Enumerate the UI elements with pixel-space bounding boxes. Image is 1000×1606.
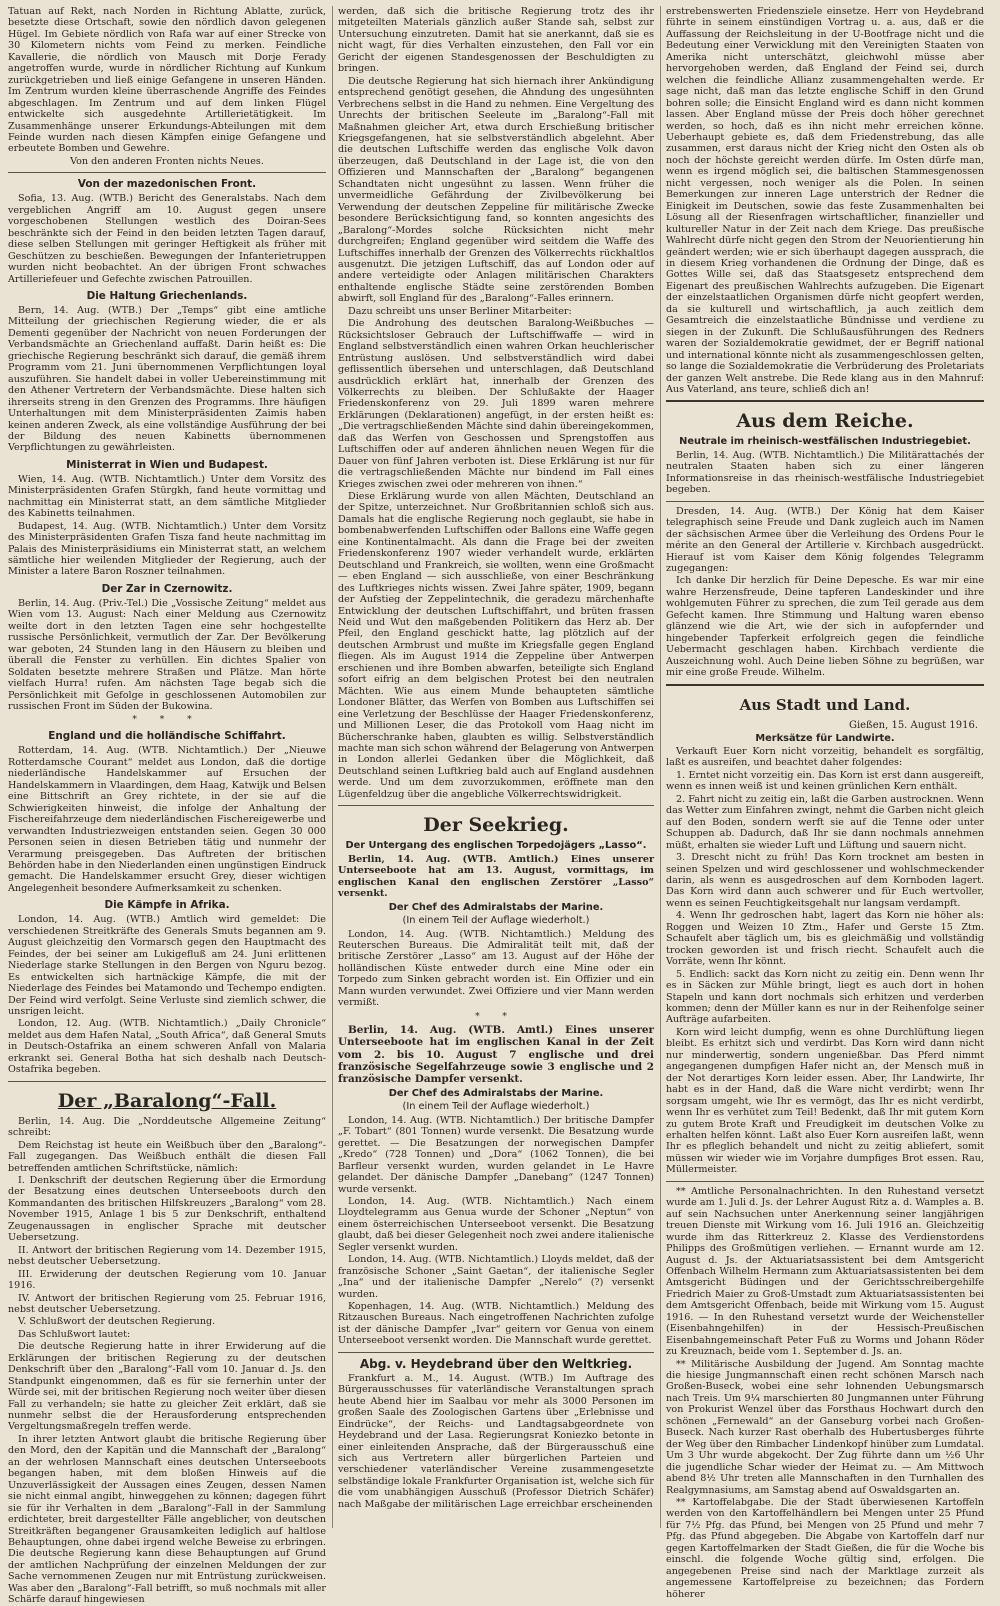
- headline-england-holland: England und die holländische Schiffahrt.: [48, 730, 286, 743]
- article-body: Wien, 14. Aug. (WTB. Nichtamtlich.) Unter dem Vorsitz des Ministerpräsidenten Grafen Stürgkh, fand heute vormittag und nachmittag ein Ministerrat statt, an dem sämtliche Mitglieder des Kabinetts teilnahmen.: [8, 473, 326, 520]
- headline-aus-dem-reiche: Aus dem Reiche.: [736, 410, 914, 433]
- signature-admiralstab: Der Chef des Admiralstabs der Marine.: [388, 1087, 604, 1099]
- article-body: Dem Reichstag ist heute ein Weißbuch über den „Baralong“-Fall zugegangen. Das Weißbuch enthält die diesen Fall betreffenden amtlichen Schriftstücke, nämlich:: [8, 1139, 326, 1174]
- article-body: Diese Erklärung wurde von allen Mächten, Deutschland an der Spitze, unterzeichnet. Nur Großbritannien schloß sich aus. Damals hat die englische Regierung noch geglaubt, sie habe in bombenabwerfenden Luftschiffen oder Ballons eine Waffe gegen eine Kontinentalmacht. Als dann die Frage bei der zweiten Friedenskonferenz 1907 wieder verhandelt wurde, erklärten Deutschland und Frankreich, sie wollten, wenn eine Großmacht — eben England — sich ausschließe, von einer Beschränkung des Luftkrieges nichts wissen. Zwei Jahre später, 1909, begann der Aufstieg der Zeppelintechnik, die geradezu märchenhafte Entwicklung der deutschen Luftschiffahrt, und brüten frassen Neid und Wut den maßgebenden Politikern das Herz ab. Der Pfeil, den England geschickt hatte, lag plötzlich auf der deutschen Armbrust und mußte im Kriegsfalle gegen England fliegen. Als im August 1914 die Zeppeline über Antwerpen erschienen und ihre Bomben abwarfen, beteiligte sich England sofort eifrig an dem belgischen Protest bei den neutralen Mächten. Wie aus einem Munde behaupteten sämtliche Londoner Blätter, das Werfen von Bomben aus Luftschiffen sei eine Verletzung der Beschlüsse der Haager Friedenskonferenz, und Millionen Leser, die das Protokoll vom Haag nicht im Bücherschranke haben, glaubten es willig. Selbstverständlich machte man sich schon während der Belagerung von Antwerpen in London allerlei Gedanken über die Möglichkeit, daß Deutschland seinen Luftkrieg bald auch auf England ausdehnen werde. Und um dem zuvorzukommen, eröffnete man den Lügenfeldzug über die angebliche Völkerrechtswidrigkeit.: [338, 491, 654, 800]
- headline-greece: Die Haltung Griechenlands.: [86, 289, 248, 302]
- divider: [666, 1181, 984, 1182]
- article-body: I. Denkschrift der deutschen Regierung über die Ermordung der Besatzung eines deutschen Unterseeboots durch den Kommandanten des britischen Hilfskreuzers „Baralong“ vom 28. November 1915, Anlage 1 bis 5 zur Denkschrift, enthaltend Zeugenaussagen in englischer Sprache mit deutscher Uebersetzung.: [8, 1174, 326, 1244]
- divider: [666, 501, 984, 502]
- article-body: Korn wird leicht dumpfig, wenn es ohne Durchlüftung liegen bleibt. Es erhitzt sich und verdirbt. Das Korn wird dann nicht nur minderwertig, sondern ungenießbar. Das Pferd nimmt angegangenen dumpfigen Hafer nicht an, der Mensch muß in der Not derartiges Korn leider essen. Aber, Ihr Landwirte, Ihr habt es in der Hand, daß die Ware nicht verdirbt; wenn Ihr sorgsam umgeht, wie Ihr es vermögt, das Ihr es nicht verdirbt, wenn Ihr es verhütet zum Teil! Bedenkt, daß Ihr mit gutem Korn zu gutem Brote Kraft und Freudigkeit im deutschen Volke zu erhalten helfen könnt. Laßt also Euer Korn ausreifen laßt, wenn Ihr es pfleglich behandelt und nicht zu zeitig abliefert, somit müssen wir wieder wie im Vorjahre dumpfiges Brot essen. Rau, Müllermeister.: [666, 1026, 984, 1176]
- article-body: Das Schlußwort lautet:: [18, 1328, 131, 1340]
- article-body: Ich danke Dir herzlich für Deine Depesche. Es war mir eine wahre Herzensfreude, Deine tapferen Landeskinder und ihre wohlgemuten Führer zu sprechen, die zum Teil gerade aus dem Gefecht kamen. Ihre Stimmung und Haltung waren ebenso glänzend wie die Art, wie der sich in aufopfernder und hingebender Tapferkeit erfolgreich gegen die feindliche Uebermacht geschlagen haben. Kirchbach verdiente die Auszeichnung wohl. Auch Deine lieben Söhne zu begrüßen, war mir eine große Freude. Wilhelm.: [666, 575, 984, 679]
- headline-baralong: Der „Baralong“-Fall.: [57, 1089, 277, 1112]
- article-body: Berlin, 14. Aug. Die „Norddeutsche Allgemeine Zeitung“ schreibt:: [8, 1115, 326, 1139]
- article-body: London, 14. Aug. (WTB. Nichtamtlich.) Meldung des Reuterschen Bureaus. Die Admiralität teilt mit, daß der britische Zerstörer „Lasso“ am 13. August auf der Höhe der holländischen Küste entweder durch eine Mine oder ein Torpedo zum Sinken gebracht worden ist. Ein Offizier und ein Mann wurden verwundet. Zwei Offiziere und vier Mann werden vermißt.: [338, 928, 654, 1009]
- headline-stadt-und-land: Aus Stadt und Land.: [739, 695, 911, 714]
- subheadline-rheinland: Neutrale im rheinisch-westfälischen Industriegebiet.: [679, 436, 971, 448]
- local-news: ** Amtliche Personalnachrichten. In den Ruhestand versetzt wurde am 1. Juli d. Js. der Lehrer August Ritz a. d. Wamples a. B. auf sein Nachsuchen unter Anerkennung seiner langjährigen treuen Dienste mit Wirkung vom 16. Juli 1916 an. Gleichzeitig wurde ihm das Ritterkreuz 2. Klasse des Verdienstordens Philipps des Großmütigen verliehen. — Ernannt wurde am 12. August d. Js. der Aktuariatsassistent bei dem Amtsgericht Offenbach Wilhelm Hermann zum Aktuariatsassistenten bei dem Amtsgericht Büdingen und der Gerichtsschreibergehilfe Friedrich Maier zu Groß-Umstadt zum Aktuariatsassistenten bei dem Amtsgericht Offenbach, beide mit Wirkung vom 15. August 1916. — In den Ruhestand versetzt wurde der Weichensteller (Eisenbahngehilfen) in der Hessisch-Preußischen Eisenbahngemeinschaft Peter Fuß zu Worms und Johann Röder zu Kreuznach, beide vom 1. September d. Js. an.: [666, 1185, 985, 1358]
- column-left: [8, 6, 326, 1606]
- divider: [8, 1081, 326, 1082]
- column-right: [666, 6, 985, 1600]
- article-body: 1. Erntet nicht vorzeitig ein. Das Korn ist erst dann ausgereift, wenn es innen weiß ist und keinen grünlichen Kern enthält.: [666, 769, 984, 793]
- article-body: London, 14. Aug. (WTB. Nichtamtlich.) Der britische Dampfer „F. Tobart“ (801 Tonnen) wurde versenkt. Die Besatzung wurde gerettet. — Die Besatzungen der norwegischen Dampfer „Kredo“ (728 Tonnen) und „Dora“ (1062 Tonnen), die bei Barfleur versenkt wurden, wurden gelandet in Le Havre gelandet. Der dänische Dampfer „Danebang“ (1247 Tonnen) wurde versenkt.: [338, 1114, 654, 1195]
- article-body: In ihrer letzten Antwort glaubt die britische Regierung über den Mord, den der Kapitän und die Mannschaft der „Baralong“ an der wehrlosen Mannschaft eines deutschen Unterseeboots begangen haben, mit dem bloßen Hinweis auf die Unzuverlässigkeit der Aussagen eines Zeugen, dessen Namen sie nicht einmal angibt, hinweggehen zu können; dagegen führt sie für ihr Verhalten in dem „Baralong“-Fall in der Sammlung erdichteter, breit dargestellter Fälle angeblicher, von deutschen Streitkräften begangener Grausamkeiten lediglich auf haltlose Behauptungen, ohne dabei irgend welche Beweise zu erbringen. Die deutsche Regierung kann diese Behauptungen auf Grund der amtlichen Nachprüfung der einzelnen Meldungen der zur Sache vernommenen Zeugen nur mit Entrüstung zurückweisen. Was aber den „Baralong“-Fall betrifft, so muß nochmals mit aller Schärfe darauf hingewiesen: [8, 1433, 326, 1606]
- divider: [338, 805, 654, 806]
- article-body: III. Erwiderung der deutschen Regierung vom 10. Januar 1916.: [8, 1268, 326, 1292]
- article-continuation: Tatuan auf Rekt, nach Norden in Richtung Ablatte, zurück, besetzte diese Ortschaft, sowie den nördlich davon gelegenen Hügel. Im Gebiete nördlich von Rafa war auf einer Strecke von 30 Kilometern nichts vom Feind zu merken. Feindliche Kavallerie, die nördlich von Mausch mit Dorje Ferady angetroffen wurde, wurde in nördlicher Richtung auf Kunkum zurückgetrieben und ließ einige Gefangene in unseren Händen. Im Zentrum wurden kleine überraschende Angriffe des Feindes abgeschlagen. Im Zentrum und auf dem linken Flügel entwickelte sich ausgedehnte Artillerietätigkeit. Im Zusammenhänge unserer Erkundungs-Abteilungen mit dem Feinde wurden nach diesen Kämpfen einige Gefangene und erbeutete Bomben und Gewehre.: [8, 6, 326, 155]
- divider: [666, 400, 984, 402]
- local-news: ** Militärische Ausbildung der Jugend. Am Sonntag machte die hiesige Jungmannschaft einen recht schönen Marsch nach Großen-Buseck, wobei eine sehr lohnenden Uebungsmarsch nach Treis. Um 9¼ marschierten 80 Jungmannen unter Führung von Prokurist Wenzel über das Forsthaus Hochwart durch den schönen „Fernewald“ an der Ganseburg vorbei nach Großen-Buseck. Nach kurzer Rast oberhalb des Hubertusberges führte der Weg über den Rimbacher Lindenkopf hinüber zum Lumdatal. Um 3 Uhr wurde abgekocht. Der Zug führte dann um ½6 Uhr die jugendliche Schar wieder der Heimat zu. — Am Mittwoch abend 8½ Uhr treten alle Mannschaften in den Turnhallen des Realgymnasiums, am Samstag abend auf Oswaldsgarten an.: [666, 1358, 984, 1496]
- article-continuation: erstrebenswerten Friedensziele einsetze. Herr von Heydebrand führte in seinem einstündigen Vortrag u. a. aus, daß er die Auffassung der Reichsleitung in der U-Bootfrage nicht und die Bedeutung einer Verwicklung mit den Vereinigten Staaten von Amerika nicht unterschätzt, gleichwohl müsse aber hervorgehoben werden, daß England der Feind sei, durch welchen die feindliche Allianz zusammengehalten werde. Er sage nicht, daß man das letzte englische Schiff in den Grund bohren solle; die Einsicht England wird es dann nicht kommen lassen. Aber England müsse der Preis doch höher gerechnet werden, so hoch, daß es ihn nicht mehr erreichen könne. Ueberhaupt gebiete es, daß dem Friedenstrebung, das alle zusammen, erst daraus nicht der Krieg nicht den Osten als ob noch der höchste gereicht werden dürfe. Im Osten dürfe man, wenn es irgend möglich sei, die baltischen Stammesgenossen nicht vergessen, noch weniger als die Polen. In seinen Bemerkungen zur inneren Lage unterstrich der Redner die Einigkeit im Deutschen, sowie das feste Zusammenhalten bei Lösung all der Riesenfragen wirtschaftlicher, finanzieller und kultureller Natur in der Zeit nach dem Kriege. Das preußische Wahlrecht dürfe nicht gegen den Strom der Neuorientierung hin geändert werden; wie er sich überhaupt dagegen aussprach, die in diesem Krieg vorhandenen die Ordnung der Dinge, daß es Gottes Wille sei, daß das Staatsgesetz entsprechend dem Eigenart des preußischen Wahlrechts aufzugeben. Die Eigenart der einzelstaatlichen Organismen dürfe nicht geopfert werden, da sie kulturell und wirtschaftlich, ja auch zeitlich dem Gesamtreich die einzelstaatliche Bündnisse und verdiene zu siegen in der Zukunft. Die Schlußausführungen des Redners waren der Sozialdemokratie gewidmet, der er Begriff national und international könnte nicht als zusammengeschlossen gelten, so lange die Sozialdemokratie die Verbrüderung des Proletariats der ganzen Welt anstrebe. Die Rede klang aus in den Mahnruf: Aus Vaterland, ans teure, schließ dich an!: [666, 6, 984, 395]
- divider: [666, 684, 984, 686]
- article-body: Frankfurt a. M., 14. August. (WTB.) Im Auftrage des Bürgerausschusses für vaterländische Veranstaltungen sprach heute Abend hier im Saalbau vor mehr als 3000 Personen im großen Saale des Zoologischen Gartens über „Erlebnisse und Eindrücke“, der Reichs- und Landtagsabgeordnete von Heydebrand und der Lasa. Regierungsrat Koniezko betonte in einer einleitenden Ansprache, daß der Bürgerausschuß eine sich aus Vertretern aller bürgerlichen Parteien und verschiedener vaterländischer Vereine zusammengesetzte selbständige lokale Frankfurter Organisation ist, welche sich für die vom unabhängigen Ausschuß (Professor Dietrich Schäfer) nach Maßgabe der militärischen Lage erreichbar erscheinenden: [338, 1372, 654, 1510]
- article-body: Berlin, 14. Aug. (WTB. Amtl.) Eines unserer Unterseeboote hat im englischen Kanal in der Zeit vom 2. bis 10. August 7 englische und drei französische Segelfahrzeuge sowie 3 englische und 2 französische Dampfer versenkt.: [338, 1023, 654, 1086]
- article-body: Bern, 14. Aug. (WTB.) Der „Temps“ gibt eine amtliche Mitteilung der griechischen Regierung wieder, die er als Dementi gegenüber der Nachricht von neuen Forderungen der Verbandsmächte an Griechenland auffaßt. Darin heißt es: Die griechische Regierung beschränkt sich darauf, die gemäß ihrem Programm vom 21. Juni übernommenen Verpflichtungen loyal auszuführen. Sie handelt dabei in voller Uebereinstimmung mit den Athener Vertretern der Verbandsmächte. Diese halten sich ihrerseits streng in den Grenzen des Programms. Ihre häufigen Unterhaltungen mit dem Ministerpräsidenten Zaimis haben keinen anderen Zweck, als eine vollständige Ausführung der bei der Bildung des neuen Kabinetts übernommenen Verpflichtungen zu gewährleisten.: [8, 304, 326, 454]
- headline-ministerrat: Ministerrat in Wien und Budapest.: [66, 458, 268, 471]
- dateline: Gießen, 15. August 1916.: [848, 719, 978, 731]
- article-body: Die Androhung des deutschen Baralong-Weißbuches — Rücksichtsloser Gebrauch der Luftschiffwaffe — wird in England selbstverständlich einen wahren Orkan heuchlerischer Entrüstung auslösen. Und selbstverständlich wird dabei geflissentlich übersehen und unterschlagen, daß Deutschland ausdrücklich erklärt hat, innerhalb der Grenzen des Völkerrechts zu bleiben. Der Schlußakte der Haager Friedenskonferenz von 29. Juli 1899 waren mehrere Erklärungen (Deklarationen) angefügt, in der ersten heißt es: „Die vertragschließenden Mächte sind dahin übereingekommen, daß das Werfen von Geschossen und Sprengstoffen aus Luftschiffen oder auf anderen ähnlichen neuen Wegen für die Dauer von fünf Jahren verboten ist. Diese Erklärung ist nur für die vertragschließenden Mächte nur bindend im Fall eines Krieges zwischen zwei oder mehreren von ihnen.“: [338, 318, 654, 490]
- article-body: Berlin, 14. Aug. (WTB. Amtlich.) Eines unserer Unterseeboote hat am 13. August, vormittags, im englischen Kanal den englischen Zerstörer „Lasso“ versenkt.: [338, 853, 654, 900]
- article-body: IV. Antwort der britischen Regierung vom 25. Februar 1916, nebst deutscher Uebersetzung.: [8, 1292, 326, 1315]
- headline-zar: Der Zar in Czernowitz.: [101, 582, 233, 595]
- signature-admiralstab: Der Chef des Admiralstabs der Marine.: [388, 901, 604, 913]
- headline-macedonian-front: Von der mazedonischen Front.: [77, 178, 257, 191]
- article-body: V. Schlußwort der deutschen Regierung.: [18, 1316, 216, 1328]
- article-note: Von den anderen Fronten nichts Neues.: [70, 155, 264, 167]
- article-body: London, 12. Aug. (WTB. Nichtamtlich.) „Daily Chronicle“ meldet aus dem Hafen Natal, „South Africa“, daß General Smuts in Deutsch-Ostafrika an einem schweren Anfall von Malaria erkrankt sei. General Botha hat sich deshalb nach Deutsch-Ostafrika begeben.: [8, 1018, 326, 1076]
- divider: [338, 1352, 654, 1353]
- headline-heydebrand: Abg. v. Heydebrand über den Weltkrieg.: [359, 1356, 633, 1371]
- article-body: London, 14. Aug. (WTB. Nichtamtlich.) Lloyds meldet, daß der französische Schoner „Saint Gaetan“, der italienische Segler „Ina“ und der italienische Dampfer „Nerelo“ (?) versenkt wurden.: [338, 1254, 654, 1300]
- article-body: Berlin, 14. Aug. (WTB. Nichtamtlich.) Die Militärattachés der neutralen Staaten haben sich zu einer längeren Informationsreise in das rheinisch-westfälische Industriegebiet begeben.: [666, 449, 984, 496]
- article-body: Sofia, 13. Aug. (WTB.) Bericht des Generalstabs. Nach dem vergeblichen Angriff am 10. August gegen unsere vorgeschobenen Stellungen westlich des Doiran-Sees beschränkte sich der Feind in den beiden letzten Tagen darauf, diese selben Stellungen mit geringer Heftigkeit als früher mit Geschützen zu beschießen. Bewegungen der Infanterietruppen wurden nicht beobachtet. An der übrigen Front schwaches Artilleriefeuer und Gefechte zwischen Patrouillen.: [8, 193, 326, 285]
- column-rule: [332, 6, 333, 1528]
- article-body: Die deutsche Regierung hat sich hiernach ihrer Ankündigung entsprechend genötigt gesehen, die Ahndung des ungesühnten Verbrechens selbst in die Hand zu nehmen. Eine Vergeltung des Unrechts der britischen Seeleute im „Baralong“-Fall mit Maßnahmen gleicher Art, etwa durch Erschießung britischer Kriegsgefangenen, hat sie selbstverständlich abgelehnt. Aber die deutschen Luftschiffe werden das englische Volk davon überzeugen, daß Deutschland in der Lage ist, die von den Offizieren und Mannschaften der „Baralong“ begangenen Schandtaten nicht ungesühnt zu lassen. Wenn früher die unvermeidliche Gefährdung der Zivilbevölkerung bei Verwendung der deutschen Zeppeline für militärische Zwecke besondere Berücksichtigung fand, so konnten angesichts des „Baralong“-Mordes solche Rücksichten nicht mehr durchgreifen; England gegenüber wird seitdem die Waffe des Luftschiffes innerhalb der Grenzen des Völkerrechts rückhaltlos ausgenutzt. Die jetzigen Luftschiff, das auf London oder auf andere verteidigte oder Anlagen militärischen Charakters enthaltende englische Städte seine zerstörenden Bomben abwirft, soll England für des „Baralong“-Falles erinnern.: [338, 75, 654, 305]
- divider: [8, 172, 326, 173]
- subheadline-lasso: Der Untergang des englischen Torpedojägers „Lasso“.: [345, 840, 647, 852]
- article-body: 5. Endlich: sackt das Korn nicht zu zeitig ein. Denn wenn Ihr es in Säcken zur Mühle bringt, liegt es auch dort in hohen Stapeln und kann dort nochmals sich erhitzen und verderben kommen; denn der Müller kann es nur in der Reihenfolge seiner Aufträge aufarbeiten.: [666, 968, 984, 1026]
- section-stars: * * *: [132, 715, 202, 726]
- article-body: London, 14. Aug. (WTB.) Amtlich wird gemeldet: Die verschiedenen Streitkräfte des Generals Smuts begannen am 9. August gleichzeitig den Vormarsch gegen den Hauptmacht des Feindes, der bei seiner am Lukigefluß am 24. Juni erlittenen Niederlage starke Stellungen in den Bergen von Nguru bezog. Es entwickelten sich hartnäckige Kämpfe, die mit der Niederlage des Feindes bei Matamondo und Techempo endigten. Der Feind wird verfolgt. Seine Verluste sind ziemlich schwer, die unsrigen leicht.: [8, 914, 326, 1017]
- column-rule: [660, 6, 661, 1528]
- article-body: Dresden, 14. Aug. (WTB.) Der König hat dem Kaiser telegraphisch seine Freude und Dank zugleich auch im Namen der sächsischen Armee über die Verleihung des Ordens Pour le mérite an den General der Artillerie v. Kirchbach ausgedrückt. Hierauf ist vom Kaiser dem König folgendes Telegramm zugegangen:: [666, 505, 984, 574]
- article-body: 4. Wenn Ihr gedroschen habt, lagert das Korn nie höher als: Roggen und Weizen 10 Ztm., Hafer und Gerste 15 Ztm. Schaufelt aber täglich um, bis es gleichmäßig und vollständig trocken geworden ist und frisch riecht. Schaufelt auch die Vorräte, wenn Ihr könnt.: [666, 910, 984, 968]
- article-body: Kopenhagen, 14. Aug. (WTB. Nichtamtlich.) Meldung des Ritzauschen Bureaus. Nach eingetroffenen Nachrichten zufolge ist der dänische Dampfer „Ivar“ geitern vor Genua von einem Unterseeboot versenkt worden. Die Mannschaft wurde gerettet.: [338, 1301, 654, 1347]
- local-news: ** Kartoffelabgabe. Die der Stadt überwiesenen Kartoffeln werden von den Kartoffelhändlern bei Mengen unter 25 Pfund für 7½ Pfg. das Pfund, bei Mengen von 25 Pfund und mehr 7 Pfg. das Pfund abgegeben. Die Abgabe von Kartoffeln darf nur gegen Kartoffelmarken der Stadt Gießen, die für die Woche bis einschl. die folgende Woche gültig sind, erfolgen. Die angegebenen Preise sind nach der Marktlage zurzeit als angemessene Kartoffelpreise zu bezeichnen; das Fordern höherer: [666, 1497, 984, 1600]
- article-continuation: werden, daß sich die britische Regierung trotz des ihr mitgeteilten Materials gänzlich außer Stande sah, selbst zur Untersuchung einzutreten. Damit hat sie anerkannt, daß sie es nicht wagt, für dies Verhalten einzustehen, den Fall vor ein Gericht der eigenen Standesgenossen der Beschuldigten zu bringen.: [338, 6, 654, 75]
- headline-seekrieg: Der Seekrieg.: [423, 814, 569, 837]
- article-body: Die deutsche Regierung hatte in ihrer Erwiderung auf die Erklärungen der britischen Regierung zu der deutschen Denkschrift über den „Baralong“-Fall vom 10. Januar d. Js. den Standpunkt eingenommen, daß es für sie fernerhin unter der Würde sei, mit der britischen Regierung noch weiter über diesen Fall zu verhandeln; sie hatte zu gleicher Zeit erklärt, daß sie nunmehr selbst die der Herausforderung entsprechenden Vergeltungsmaßregeln treffen werde.: [8, 1341, 326, 1433]
- article-body: Verkauft Euer Korn nicht vorzeitig, behandelt es sorgfältig, laßt es ausreifen, und beachtet daher folgendes:: [666, 746, 984, 769]
- article-body: Budapest, 14. Aug. (WTB. Nichtamtlich.) Unter dem Vorsitz des Ministerpräsidenten Grafen Tisza fand heute nachmittag im Palais des Ministerpräsidiums ein Ministerrat statt, an welchem sämtliche hier weilenden Mitglieder der Regierung, auch der Minister a latere Baron Roszner teilnahmen.: [8, 520, 326, 578]
- repeat-note: (In einem Teil der Auflage wiederholt.): [402, 1101, 590, 1113]
- article-body: 3. Drescht nicht zu früh! Das Korn trocknet am besten in seinen Spelzen und wird geschlossener und wohlschmeckender darin, als wenn es ausgedroschen auf dem Kornboden lagert. Das Korn wird dann auch schwerer und für Euch wertvoller, wenn es seinen Feuchtigkeitsgehalt nur langsam verdampft.: [666, 852, 984, 909]
- section-stars: * *: [475, 1011, 517, 1022]
- headline-africa: Die Kämpfe in Afrika.: [104, 899, 230, 912]
- repeat-note: (In einem Teil der Auflage wiederholt.): [402, 915, 590, 927]
- article-body: Dazu schreibt uns unser Berliner Mitarbeiter:: [348, 305, 572, 317]
- article-body: Berlin, 14. Aug. (Priv.-Tel.) Die „Vossische Zeitung“ meldet aus Wien vom 13. August: Nach einer Meldung aus Czernowitz weilte dort in den letzten Tagen eine sehr hochgestellte russische Persönlichkeit, vermutlich der Zar. Der Bevölkerung war geboten, 24 Stunden lang in den Häusern zu bleiben und überall die Fenster zu verhüllen. Ein dichtes Spalier von Soldaten besetzte mehrere Straßen und Plätze. Man hörte vielfach Hurra! rufen. Am nächsten Tage begab sich die Persönlichkeit mit Gefolge in geschlossenen Automobilen zur russischen Front im Süden der Bukowina.: [8, 597, 326, 713]
- article-body: 2. Fahrt nicht zu zeitig ein, laßt die Garben austrocknen. Wenn das Wetter zum Einfahren zwingt, nehmt die Garben nicht gleich auf den Boden, sondern werft sie auf die Tenne oder unter Schuppen ab. Dadurch, daß Ihr sie dann nochmals annehmen müßt, erhalten sie wieder Luft und Lüftung und sauern nicht.: [666, 793, 984, 851]
- subheadline-merksaetze: Merksätze für Landwirte.: [755, 732, 895, 744]
- article-body: Rotterdam, 14. Aug. (WTB. Nichtamtlich.) Der „Nieuwe Rotterdamsche Courant“ meldet aus London, daß die dortige niederländische Handelskammer auf Ersuchen der Handelskammern in Vlaardingen, dem Haag, Katwijk und Belsen eine Bittschrift an Grey richtete, in der sie auf die Schwierigkeiten hinweist, die infolge der Anhaltung der Fischereifahrzeuge dem niederländischen Fischereigewerbe und verwandten Industriezweigen entstanden seien. Gegen 30 000 Personen seien in diesen Betrieben tätig und nunmehr der Verarmung preisgegeben. Das Auftreten der britischen Behörden habe in den Niederlanden einen ungünstigen Eindruck gemacht. Die Handelskammer ersucht Grey, dieser wichtigen Angelegenheit besondere Aufmerksamkeit zu schenken.: [8, 745, 326, 894]
- article-body: II. Antwort der britischen Regierung vom 14. Dezember 1915, nebst deutscher Uebersetzung.: [8, 1244, 326, 1268]
- column-middle: [338, 6, 654, 1528]
- article-body: London, 14. Aug. (WTB. Nichtamtlich.) Nach einem Lloydtelegramm aus Genua wurde der Schoner „Neptun“ von einem österreichischen Unterseeboot versenkt. Die Besatzung glaubt, daß bei dieser Gelegenheit noch zwei andere italienische Segler versenkt wurden.: [338, 1195, 655, 1253]
